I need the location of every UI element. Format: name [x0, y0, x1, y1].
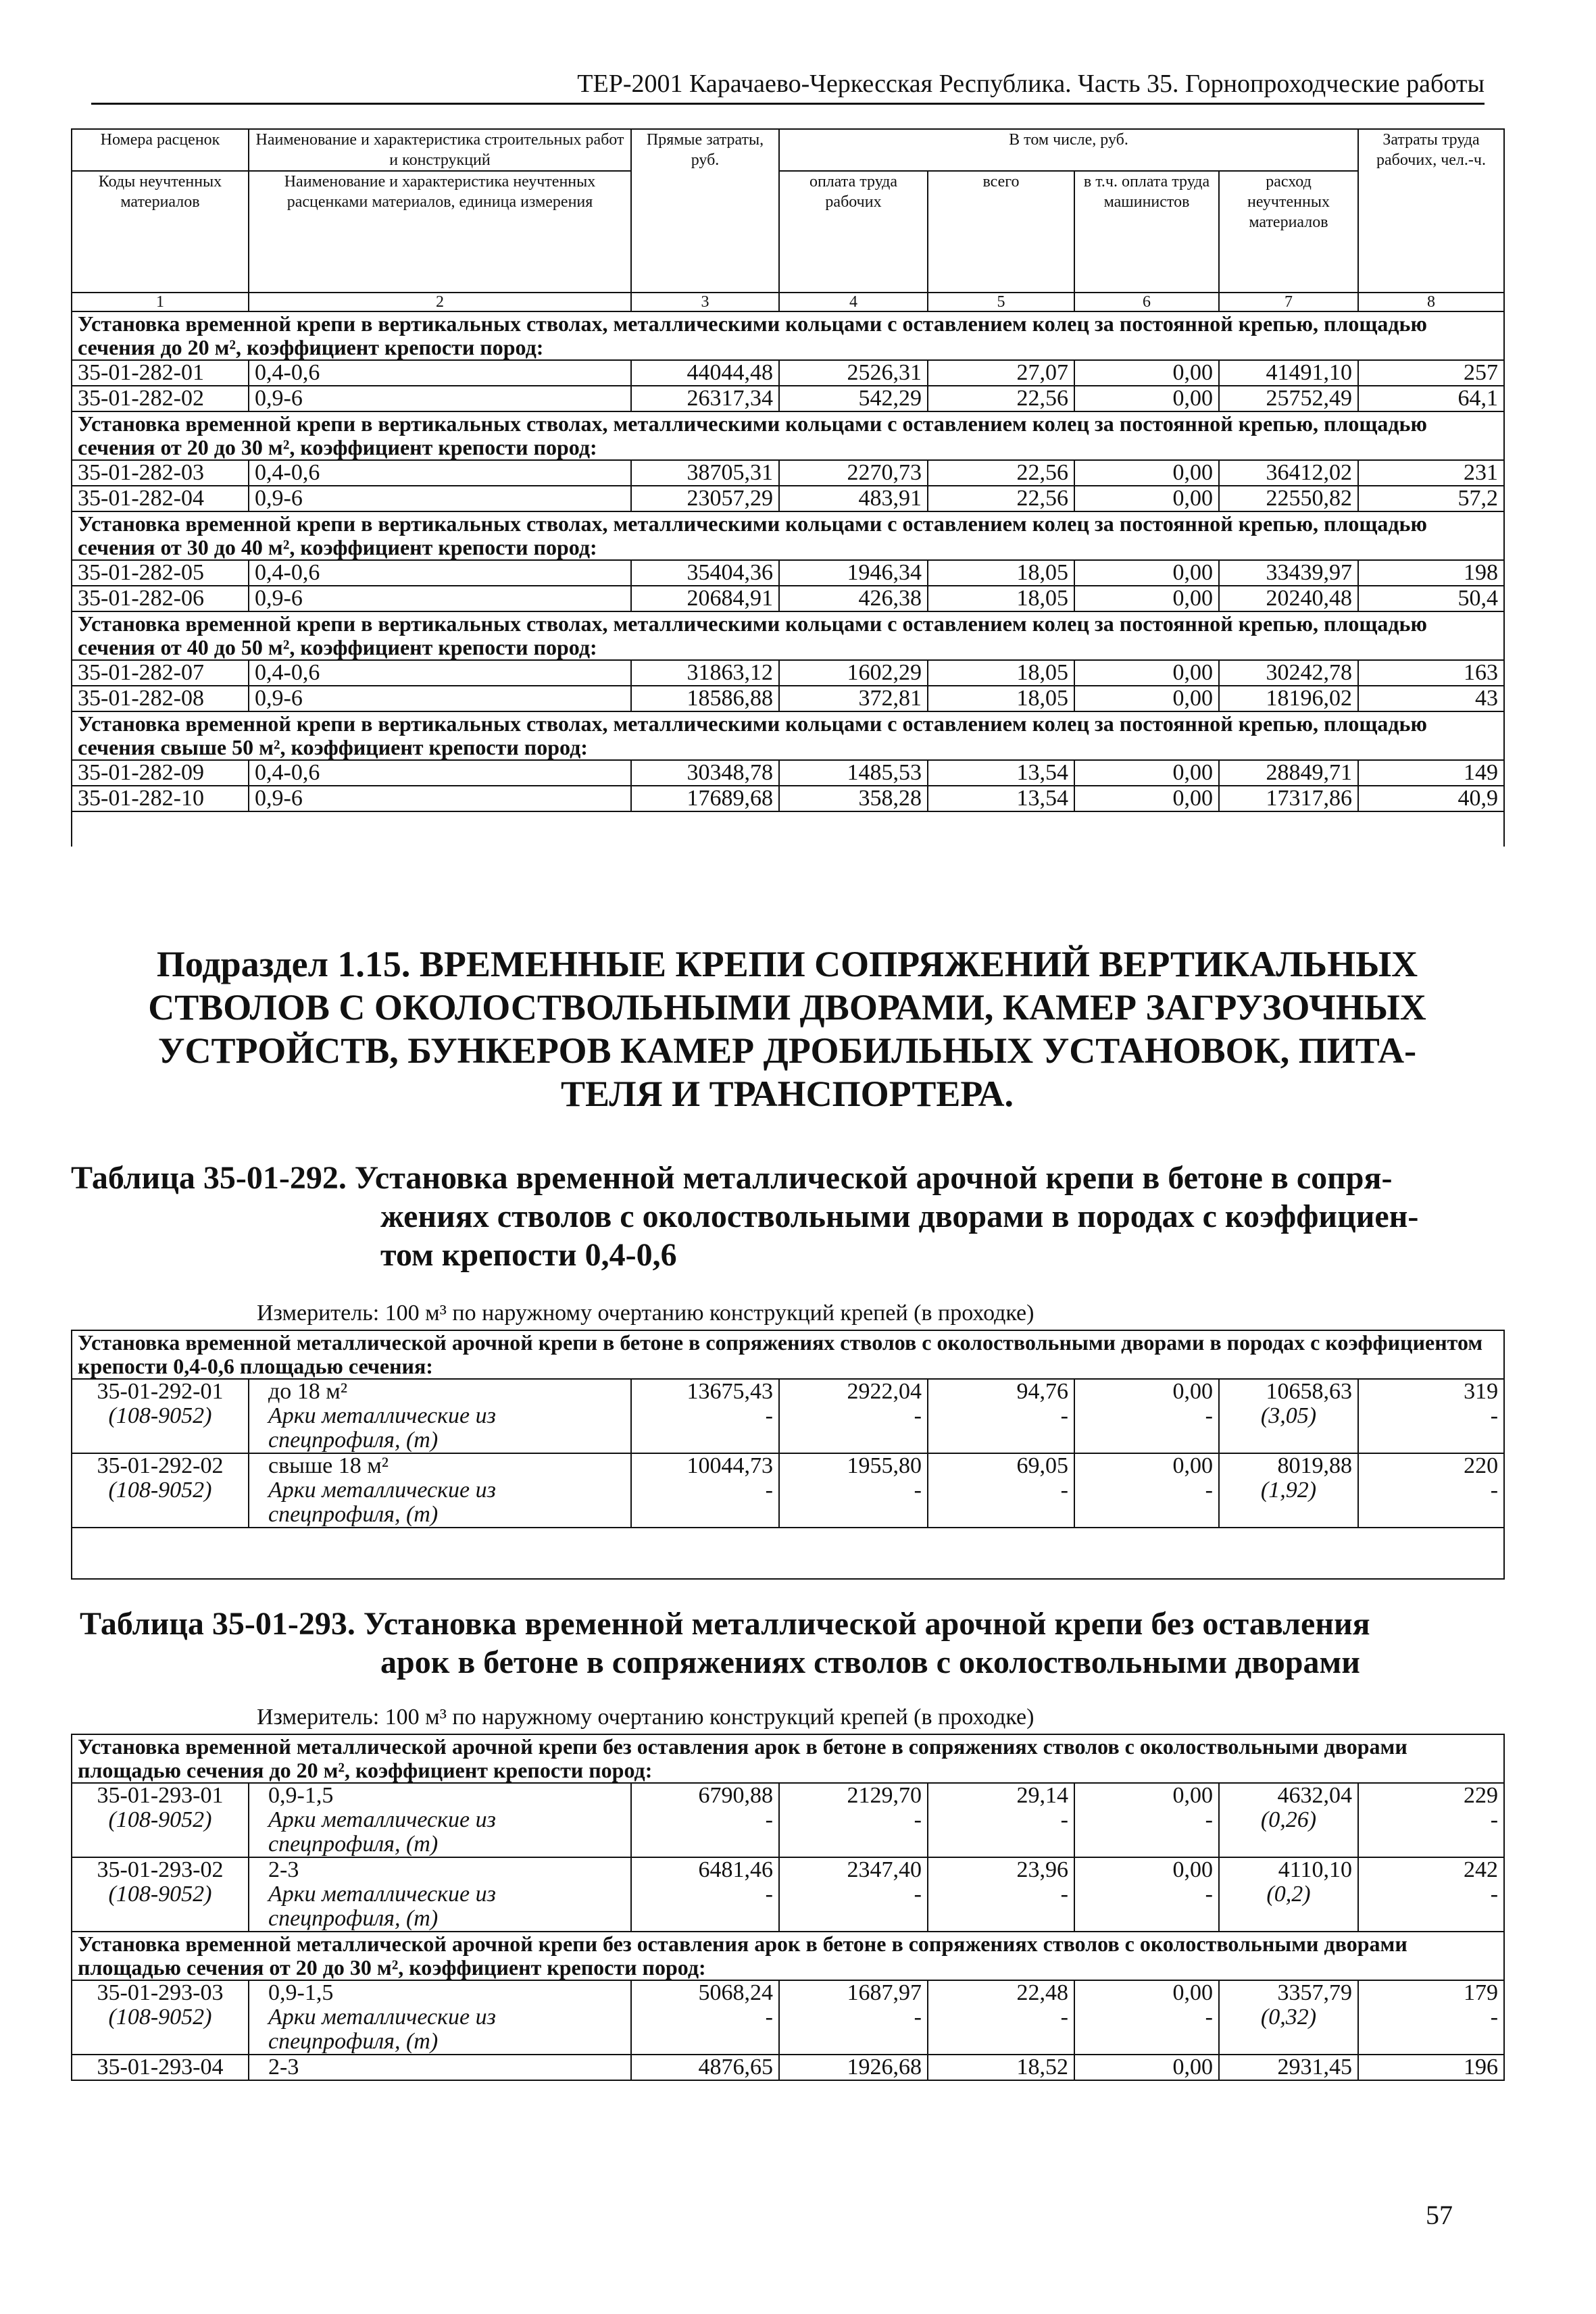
rate-name: 0,4-0,6	[249, 360, 631, 386]
machinist-pay: 0,00	[1172, 1379, 1213, 1404]
material-direct-cost: -	[765, 2005, 773, 2030]
material-labor-pay: -	[914, 1882, 922, 1907]
rate-name: 0,9-1,5	[268, 1980, 334, 2005]
machine-total-cell	[928, 2055, 1074, 2080]
labor-hours: 231	[1358, 460, 1504, 486]
table-row	[72, 586, 1504, 611]
labor-hours: 50,4	[1358, 586, 1504, 611]
material-labor-hours: -	[1490, 1807, 1499, 1832]
material-labor-pay: -	[914, 1403, 922, 1428]
labor-pay-cell	[779, 1857, 928, 1932]
table-293-measure: Измеритель: 100 м³ по наружному очертанию конструкций крепей (в проходке)	[257, 1705, 1034, 1730]
direct-cost: 10044,73	[687, 1453, 773, 1478]
machine-total: 94,76	[1016, 1379, 1068, 1404]
labor-pay: 372,81	[779, 686, 928, 711]
table-row	[72, 1857, 1504, 1932]
rate-name: 2-3	[268, 2055, 299, 2080]
direct-cost: 38705,31	[631, 460, 779, 486]
materials-cell	[1219, 1857, 1358, 1932]
machinist-pay: 0,00	[1172, 1857, 1213, 1882]
group-heading: Установка временной крепи в вертикальных стволах, металлическими кольцами с оставлением колец за постоянной крепью, площадью сечения от 40 до 50 м², коэффициент крепости пород:	[72, 611, 1504, 660]
machine-total-cell	[928, 1379, 1074, 1453]
materials: 33439,97	[1219, 560, 1358, 586]
group-heading-row	[72, 1734, 1504, 1783]
labor-hours-cell	[1358, 1980, 1504, 2055]
labor-hours: 149	[1358, 760, 1504, 786]
direct-cost: 17689,68	[631, 786, 779, 811]
page-number: 57	[1426, 2200, 1453, 2230]
material-labor-pay: -	[914, 1807, 922, 1832]
column-number: 3	[631, 293, 779, 311]
table-row	[72, 1783, 1504, 1857]
material-direct-cost: -	[765, 1478, 773, 1503]
table-292-title-line-3: том крепости 0,4-0,6	[380, 1237, 677, 1273]
group-heading-row	[72, 411, 1504, 460]
labor-hours-cell	[1358, 2055, 1504, 2080]
rate-code: 35-01-282-03	[72, 460, 249, 486]
material-machine-total: -	[1060, 2005, 1068, 2030]
table-row	[72, 486, 1504, 511]
labor-pay: 2526,31	[779, 360, 928, 386]
labor-pay: 1485,53	[779, 760, 928, 786]
col-head-1b: Коды неучтенных материалов	[72, 171, 249, 293]
rate-name-cell	[249, 1857, 631, 1932]
table-row	[72, 560, 1504, 586]
subsection-title	[71, 942, 1503, 1115]
table-end-spacer	[72, 1528, 1504, 1579]
labor-hours: 179	[1464, 1980, 1499, 2005]
materials: 8019,88	[1277, 1453, 1352, 1478]
table-293-title-line-1: Таблица 35-01-293. Установка временной металлической арочной крепи без оставления	[80, 1606, 1370, 1642]
group-heading-row	[72, 311, 1504, 360]
rate-name-cell	[249, 1980, 631, 2055]
labor-pay-cell	[779, 1783, 928, 1857]
rate-name: 2-3	[268, 1857, 299, 1882]
rate-name: 0,9-6	[249, 486, 631, 511]
material-name: Арки металлические из спецпрофиля, (т)	[268, 1403, 496, 1453]
col-head-3: Прямые затраты, руб.	[631, 129, 779, 293]
direct-cost: 20684,91	[631, 586, 779, 611]
table-293	[71, 1734, 1503, 2081]
machinist-pay: 0,00	[1172, 1453, 1213, 1478]
material-direct-cost: -	[765, 1403, 773, 1428]
rate-name: 0,9-6	[249, 786, 631, 811]
machinist-pay-cell	[1074, 1857, 1219, 1932]
machinist-pay-cell	[1074, 1783, 1219, 1857]
machinist-pay: 0,00	[1074, 660, 1219, 686]
material-direct-cost: -	[765, 1882, 773, 1907]
machinist-pay-cell	[1074, 1379, 1219, 1453]
labor-hours-cell	[1358, 1783, 1504, 1857]
machinist-pay: 0,00	[1074, 486, 1219, 511]
subsection-line-3: УСТРОЙСТВ, БУНКЕРОВ КАМЕР ДРОБИЛЬНЫХ УСТАНОВОК, ПИТА-	[157, 1030, 1417, 1071]
material-machinist-pay: -	[1205, 2005, 1213, 2030]
rate-name: 0,9-1,5	[268, 1783, 334, 1808]
rate-name: свыше 18 м²	[268, 1453, 389, 1478]
labor-pay-cell	[779, 2055, 928, 2080]
direct-cost: 6790,88	[698, 1783, 773, 1808]
table-row	[72, 786, 1504, 811]
table-row	[72, 360, 1504, 386]
col-head-2a: Наименование и характеристика строительных работ и конструкций	[249, 129, 631, 171]
machine-total: 29,14	[1016, 1783, 1068, 1808]
col-head-1a: Номера расценок	[72, 129, 249, 171]
material-machinist-pay: -	[1205, 1478, 1213, 1503]
labor-hours: 196	[1464, 2055, 1499, 2080]
col-head-5: всего	[928, 171, 1074, 293]
rate-name: 0,9-6	[249, 586, 631, 611]
direct-cost: 44044,48	[631, 360, 779, 386]
materials-cell	[1219, 1453, 1358, 1528]
rate-code-cell	[72, 1379, 249, 1453]
col-head-7: расход неучтенных материалов	[1219, 171, 1358, 293]
machine-total: 22,56	[928, 386, 1074, 411]
table-row	[72, 686, 1504, 711]
rate-code: 35-01-282-02	[72, 386, 249, 411]
rate-code: 35-01-282-08	[72, 686, 249, 711]
machinist-pay: 0,00	[1172, 2055, 1213, 2080]
materials: 17317,86	[1219, 786, 1358, 811]
group-heading: Установка временной металлической арочной крепи без оставления арок в бетоне в сопряжениях стволов с околоствольными дворами площадью сечения до 20 м², коэффициент крепости пород:	[72, 1734, 1504, 1783]
rate-code: 35-01-282-06	[72, 586, 249, 611]
machine-total-cell	[928, 1980, 1074, 2055]
column-numbers-row	[72, 293, 1504, 311]
rate-code: 35-01-293-02	[97, 1857, 224, 1882]
materials-cell	[1219, 1379, 1358, 1453]
direct-cost: 23057,29	[631, 486, 779, 511]
material-labor-hours: -	[1490, 1882, 1499, 1907]
rate-code: 35-01-292-02	[97, 1453, 224, 1478]
material-labor-hours: -	[1490, 1403, 1499, 1428]
column-number: 7	[1219, 293, 1358, 311]
rate-code: 35-01-293-01	[97, 1783, 224, 1808]
page-header: ТЕР-2001 Карачаево-Черкесская Республика. Часть 35. Горнопроходческие работы	[91, 69, 1485, 105]
material-machine-total: -	[1060, 1807, 1068, 1832]
labor-pay: 1602,29	[779, 660, 928, 686]
materials: 28849,71	[1219, 760, 1358, 786]
material-code: (108-9052)	[108, 1882, 212, 1907]
subsection-line-2: СТВОЛОВ С ОКОЛОСТВОЛЬНЫМИ ДВОРАМИ, КАМЕР ЗАГРУЗОЧНЫХ	[148, 987, 1426, 1028]
labor-hours-cell	[1358, 1453, 1504, 1528]
material-name: Арки металлические из спецпрофиля, (т)	[268, 2005, 496, 2054]
rate-code-cell	[72, 1453, 249, 1528]
material-materials: (0,26)	[1260, 1807, 1317, 1832]
table-292	[71, 1330, 1503, 1580]
material-machine-total: -	[1060, 1478, 1068, 1503]
materials: 41491,10	[1219, 360, 1358, 386]
table-row	[72, 1453, 1504, 1528]
rate-code: 35-01-282-10	[72, 786, 249, 811]
col-head-2b: Наименование и характеристика неучтенных расценками материалов, единица измерения	[249, 171, 631, 293]
column-number: 8	[1358, 293, 1504, 311]
column-number: 4	[779, 293, 928, 311]
labor-pay: 1946,34	[779, 560, 928, 586]
material-labor-hours: -	[1490, 1478, 1499, 1503]
material-materials: (0,32)	[1260, 2005, 1317, 2030]
rate-name: 0,4-0,6	[249, 760, 631, 786]
rate-name-cell	[249, 1379, 631, 1453]
labor-hours: 257	[1358, 360, 1504, 386]
table-end-spacer	[72, 811, 1504, 847]
rate-name: до 18 м²	[268, 1379, 348, 1404]
machine-total: 27,07	[928, 360, 1074, 386]
labor-hours-cell	[1358, 1857, 1504, 1932]
rate-name: 0,4-0,6	[249, 660, 631, 686]
group-heading-row	[72, 611, 1504, 660]
direct-cost-cell	[631, 1379, 779, 1453]
rate-code: 35-01-292-01	[97, 1379, 224, 1404]
labor-hours: 198	[1358, 560, 1504, 586]
labor-pay: 426,38	[779, 586, 928, 611]
col-head-8: Затраты труда рабочих, чел.-ч.	[1358, 129, 1504, 293]
machine-total: 69,05	[1016, 1453, 1068, 1478]
machine-total-cell	[928, 1783, 1074, 1857]
col-head-4: оплата труда рабочих	[779, 171, 928, 293]
materials-cell	[1219, 1783, 1358, 1857]
labor-hours: 163	[1358, 660, 1504, 686]
machine-total: 18,05	[928, 660, 1074, 686]
table-293-title	[80, 1605, 1499, 1682]
machinist-pay-cell	[1074, 2055, 1219, 2080]
material-labor-hours: -	[1490, 2005, 1499, 2030]
material-name: Арки металлические из спецпрофиля, (т)	[268, 1807, 496, 1857]
direct-cost: 4876,65	[698, 2055, 773, 2080]
group-heading: Установка временной крепи в вертикальных стволах, металлическими кольцами с оставлением колец за постоянной крепью, площадью сечения свыше 50 м², коэффициент крепости пород:	[72, 711, 1504, 760]
direct-cost-cell	[631, 2055, 779, 2080]
column-number: 6	[1074, 293, 1219, 311]
machine-total: 13,54	[928, 786, 1074, 811]
labor-hours: 57,2	[1358, 486, 1504, 511]
material-materials: (1,92)	[1260, 1478, 1317, 1503]
direct-cost: 31863,12	[631, 660, 779, 686]
rate-code-cell	[72, 1783, 249, 1857]
direct-cost-cell	[631, 1980, 779, 2055]
rate-code-cell	[72, 2055, 249, 2080]
table-row	[72, 1980, 1504, 2055]
subsection-line-4: ТЕЛЯ И ТРАНСПОРТЕРА.	[561, 1074, 1014, 1114]
rate-name: 0,9-6	[249, 386, 631, 411]
materials-cell	[1219, 2055, 1358, 2080]
machinist-pay: 0,00	[1074, 760, 1219, 786]
machine-total: 18,05	[928, 586, 1074, 611]
labor-hours: 242	[1464, 1857, 1499, 1882]
rate-name-cell	[249, 1453, 631, 1528]
materials: 30242,78	[1219, 660, 1358, 686]
labor-hours: 43	[1358, 686, 1504, 711]
direct-cost: 13675,43	[687, 1379, 773, 1404]
group-heading: Установка временной крепи в вертикальных стволах, металлическими кольцами с оставлением колец за постоянной крепью, площадью сечения от 20 до 30 м², коэффициент крепости пород:	[72, 411, 1504, 460]
labor-pay: 1955,80	[847, 1453, 922, 1478]
machinist-pay: 0,00	[1074, 360, 1219, 386]
labor-pay: 1687,97	[847, 1980, 922, 2005]
machine-total: 22,56	[928, 460, 1074, 486]
table-row	[72, 2055, 1504, 2080]
labor-hours-cell	[1358, 1379, 1504, 1453]
machine-total: 18,05	[928, 686, 1074, 711]
labor-pay: 2270,73	[779, 460, 928, 486]
labor-pay: 2129,70	[847, 1783, 922, 1808]
rate-name: 0,4-0,6	[249, 460, 631, 486]
machine-total: 22,56	[928, 486, 1074, 511]
table-row	[72, 460, 1504, 486]
direct-cost: 6481,46	[698, 1857, 773, 1882]
material-machine-total: -	[1060, 1882, 1068, 1907]
direct-cost: 30348,78	[631, 760, 779, 786]
labor-pay-cell	[779, 1379, 928, 1453]
direct-cost: 18586,88	[631, 686, 779, 711]
material-materials: (3,05)	[1260, 1403, 1317, 1428]
rate-name: 0,9-6	[249, 686, 631, 711]
materials: 20240,48	[1219, 586, 1358, 611]
rate-code: 35-01-282-09	[72, 760, 249, 786]
machinist-pay: 0,00	[1074, 560, 1219, 586]
table-row	[72, 760, 1504, 786]
col-head-6: в т.ч. оплата труда машинистов	[1074, 171, 1219, 293]
material-machine-total: -	[1060, 1403, 1068, 1428]
machine-total: 18,05	[928, 560, 1074, 586]
materials: 2931,45	[1277, 2055, 1352, 2080]
labor-hours: 319	[1464, 1379, 1499, 1404]
labor-pay-cell	[779, 1980, 928, 2055]
rate-code-cell	[72, 1857, 249, 1932]
machine-total: 13,54	[928, 760, 1074, 786]
material-code: (108-9052)	[108, 1478, 212, 1503]
machinist-pay: 0,00	[1172, 1783, 1213, 1808]
direct-cost-cell	[631, 1453, 779, 1528]
material-machinist-pay: -	[1205, 1403, 1213, 1428]
material-materials: (0,2)	[1266, 1882, 1311, 1907]
rate-name: 0,4-0,6	[249, 560, 631, 586]
machine-total-cell	[928, 1857, 1074, 1932]
group-heading-row	[72, 711, 1504, 760]
group-heading: Установка временной металлической арочной крепи без оставления арок в бетоне в сопряжениях стволов с околоствольными дворами площадью сечения от 20 до 30 м², коэффициент крепости пород:	[72, 1932, 1504, 1980]
direct-cost: 5068,24	[698, 1980, 773, 2005]
column-number: 2	[249, 293, 631, 311]
table-293-title-line-2: арок в бетоне в сопряжениях стволов с околоствольными дворами	[380, 1644, 1360, 1680]
machinist-pay: 0,00	[1172, 1980, 1213, 2005]
labor-pay: 1926,68	[847, 2055, 922, 2080]
direct-cost-cell	[631, 1857, 779, 1932]
table-292-title-line-2: жениях стволов с околоствольными дворами в породах с коэффициен-	[380, 1199, 1419, 1234]
col-head-incl: В том числе, руб.	[779, 129, 1358, 171]
labor-pay: 358,28	[779, 786, 928, 811]
materials: 18196,02	[1219, 686, 1358, 711]
group-heading: Установка временной металлической арочной крепи в бетоне в сопряжениях стволов с околоствольными дворами в породах с коэффициентом крепости 0,4-0,6 площадью сечения:	[72, 1330, 1504, 1379]
machinist-pay-cell	[1074, 1980, 1219, 2055]
materials: 4632,04	[1277, 1783, 1352, 1808]
rate-code-cell	[72, 1980, 249, 2055]
labor-pay: 2347,40	[847, 1857, 922, 1882]
column-number: 5	[928, 293, 1074, 311]
materials: 22550,82	[1219, 486, 1358, 511]
labor-hours: 229	[1464, 1783, 1499, 1808]
material-name: Арки металлические из спецпрофиля, (т)	[268, 1882, 496, 1931]
table-row	[72, 660, 1504, 686]
labor-hours: 64,1	[1358, 386, 1504, 411]
material-labor-pay: -	[914, 2005, 922, 2030]
labor-hours: 220	[1464, 1453, 1499, 1478]
material-labor-pay: -	[914, 1478, 922, 1503]
rate-code: 35-01-282-07	[72, 660, 249, 686]
material-code: (108-9052)	[108, 1807, 212, 1832]
column-number: 1	[72, 293, 249, 311]
materials: 25752,49	[1219, 386, 1358, 411]
table-292-measure: Измеритель: 100 м³ по наружному очертанию конструкций крепей (в проходке)	[257, 1301, 1034, 1326]
materials-cell	[1219, 1980, 1358, 2055]
materials: 36412,02	[1219, 460, 1358, 486]
machinist-pay-cell	[1074, 1453, 1219, 1528]
materials: 4110,10	[1278, 1857, 1352, 1882]
material-name: Арки металлические из спецпрофиля, (т)	[268, 1478, 496, 1527]
subsection-line-1: Подраздел 1.15. ВРЕМЕННЫЕ КРЕПИ СОПРЯЖЕНИЙ ВЕРТИКАЛЬНЫХ	[156, 944, 1418, 984]
group-heading-row	[72, 511, 1504, 560]
rate-code: 35-01-282-01	[72, 360, 249, 386]
rate-code: 35-01-293-03	[97, 1980, 224, 2005]
material-machinist-pay: -	[1205, 1882, 1213, 1907]
rate-code: 35-01-293-04	[97, 2055, 224, 2080]
direct-cost: 26317,34	[631, 386, 779, 411]
machinist-pay: 0,00	[1074, 386, 1219, 411]
table-282	[71, 128, 1503, 847]
material-machinist-pay: -	[1205, 1807, 1213, 1832]
group-heading: Установка временной крепи в вертикальных стволах, металлическими кольцами с оставлением колец за постоянной крепью, площадью сечения до 20 м², коэффициент крепости пород:	[72, 311, 1504, 360]
group-heading: Установка временной крепи в вертикальных стволах, металлическими кольцами с оставлением колец за постоянной крепью, площадью сечения от 30 до 40 м², коэффициент крепости пород:	[72, 511, 1504, 560]
labor-hours: 40,9	[1358, 786, 1504, 811]
materials: 3357,79	[1277, 1980, 1352, 2005]
materials: 10658,63	[1266, 1379, 1352, 1404]
machinist-pay: 0,00	[1074, 686, 1219, 711]
group-heading-row	[72, 1932, 1504, 1980]
material-direct-cost: -	[765, 1807, 773, 1832]
table-292-title	[71, 1159, 1503, 1274]
rate-code: 35-01-282-05	[72, 560, 249, 586]
rate-name-cell	[249, 1783, 631, 1857]
machinist-pay: 0,00	[1074, 460, 1219, 486]
material-code: (108-9052)	[108, 1403, 212, 1428]
table-row	[72, 386, 1504, 411]
rate-name-cell	[249, 2055, 631, 2080]
material-code: (108-9052)	[108, 2005, 212, 2030]
machine-total-cell	[928, 1453, 1074, 1528]
table-row	[72, 1379, 1504, 1453]
labor-pay: 2922,04	[847, 1379, 922, 1404]
labor-pay: 483,91	[779, 486, 928, 511]
machine-total: 18,52	[1016, 2055, 1068, 2080]
machine-total: 23,96	[1016, 1857, 1068, 1882]
direct-cost-cell	[631, 1783, 779, 1857]
labor-pay: 542,29	[779, 386, 928, 411]
machinist-pay: 0,00	[1074, 586, 1219, 611]
labor-pay-cell	[779, 1453, 928, 1528]
machinist-pay: 0,00	[1074, 786, 1219, 811]
group-heading-row	[72, 1330, 1504, 1379]
machine-total: 22,48	[1016, 1980, 1068, 2005]
direct-cost: 35404,36	[631, 560, 779, 586]
table-292-title-line-1: Таблица 35-01-292. Установка временной металлической арочной крепи в бетоне в сопря-	[71, 1160, 1393, 1196]
rate-code: 35-01-282-04	[72, 486, 249, 511]
